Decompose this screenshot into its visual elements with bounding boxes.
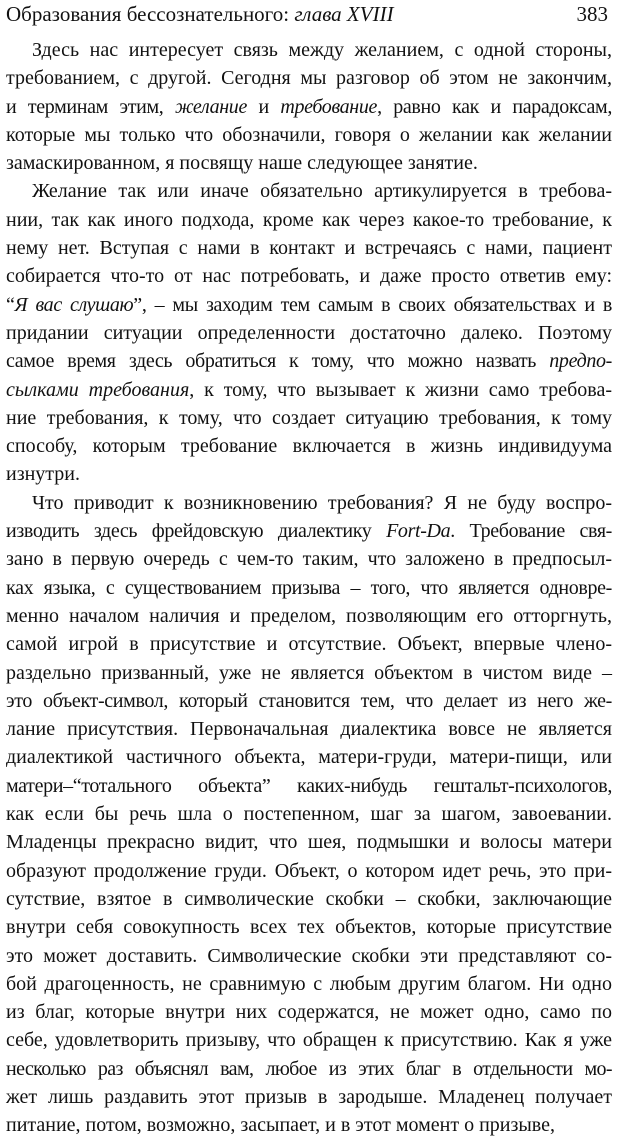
text-run: Младенцы прекрасно видит, что шея, подмышки и волосы матери: [6, 831, 612, 854]
text-run: , равно как и парадоксам,: [377, 95, 612, 118]
emphasis-text: предпо-: [549, 350, 612, 373]
text-line: [6, 36, 612, 64]
emphasis-text: требование: [280, 95, 378, 118]
text-line: [6, 376, 612, 404]
chapter-label: глава XVIII: [294, 2, 394, 26]
text-run: ках языка, с существованием призыва – того, что является одновре-: [6, 576, 612, 599]
text-line: [6, 574, 612, 602]
text-line: [6, 291, 612, 319]
emphasis-text: желание: [174, 95, 247, 118]
text-line: [6, 630, 612, 658]
page-number: 383: [576, 2, 608, 26]
text-line: [6, 743, 612, 771]
text-line: [6, 687, 612, 715]
text-run: собирается что-то от нас потребовать, и даже просто ответив ему:: [6, 265, 612, 288]
text-line: [6, 772, 612, 800]
text-line: [6, 517, 612, 545]
text-line: [6, 432, 612, 460]
text-line: [6, 234, 612, 262]
text-run: зано в первую очередь с чем-то таким, что заложено в предпосыл-: [6, 548, 612, 571]
text-line: [6, 1083, 612, 1111]
emphasis-text: Fort-Da: [386, 520, 451, 543]
text-line: [6, 800, 612, 828]
text-run: изнутри.: [6, 463, 80, 486]
text-line: [6, 149, 612, 177]
text-line: [6, 1111, 612, 1139]
text-line: [6, 206, 612, 234]
text-line: [6, 262, 612, 290]
text-run: “: [6, 293, 15, 316]
body-text: [6, 36, 612, 1140]
text-run: ние требования, к тому, что создает ситуацию требования, к тому: [6, 406, 612, 429]
text-run: жет лишь раздавить этот призыв в зародыше. Младенец получает: [6, 1085, 612, 1108]
text-run: сутствие, взятое в символические скобки – скобки, заключающие: [6, 887, 612, 910]
text-line: [6, 998, 612, 1026]
text-line: [6, 1026, 612, 1054]
text-line: [6, 489, 612, 517]
text-line: [6, 913, 612, 941]
text-run: , к тому, что вызывает к жизни само требова-: [189, 378, 612, 401]
text-run: это объект-символ, который становится тем, что делает из него же-: [6, 689, 612, 712]
text-run: и: [246, 95, 281, 118]
text-run: самой игрой в присутствие и отсутствие. Объект, впервые члено-: [6, 633, 612, 656]
text-run: Здесь нас интересует связь между желанием, с одной стороны,: [32, 39, 612, 61]
text-run: лание присутствия. Первоначальная диалектика вовсе не является: [6, 718, 612, 741]
text-run: самое время здесь обратиться к тому, что можно назвать: [6, 350, 550, 373]
text-run: Желание так или иначе обязательно артикулируется в требова-: [32, 180, 612, 203]
text-run: это может доставить. Символические скобки эти представляют со-: [6, 944, 612, 967]
text-line: [6, 885, 612, 913]
text-run: замаскированном, я посвящу наше следующее занятие.: [6, 152, 478, 175]
text-line: [6, 319, 612, 347]
paragraph: [6, 489, 612, 1140]
running-title: Образования бессознательного:: [6, 2, 295, 26]
emphasis-text: сылками требования: [6, 378, 190, 401]
text-run: из благ, которые внутри них содержатся, не может одно, само по: [6, 1001, 612, 1024]
text-line: [6, 121, 612, 149]
text-run: себе, удовлетворить призыву, что обращен к присутствию. Как я уже: [6, 1029, 612, 1052]
text-run: придании ситуации определенности достаточно далеко. Поэтому: [6, 321, 612, 344]
text-line: [6, 857, 612, 885]
text-run: матери–“тотального объекта” каких-нибудь гештальт-психологов,: [6, 774, 612, 797]
text-line: [6, 602, 612, 630]
text-run: как если бы речь шла о постепенном, шаг за шагом, завоевании.: [6, 803, 612, 826]
text-line: [6, 970, 612, 998]
text-line: [6, 460, 612, 488]
paragraph: [6, 36, 612, 177]
text-line: [6, 1055, 612, 1083]
text-line: [6, 347, 612, 375]
text-run: ”, – мы заходим тем самым в своих обязательствах и в: [133, 293, 612, 316]
text-run: несколько раз объяснял вам, любое из этих благ в отдельности мо-: [6, 1057, 612, 1080]
text-line: [6, 715, 612, 743]
text-run: нему нет. Вступая с нами в контакт и встречаясь с нами, пациент: [6, 237, 612, 260]
text-run: бой драгоценность, не сравнимую с любым другим благом. Ни одно: [6, 972, 612, 995]
text-run: питание, потом, возможно, засыпает, и в этот момент о призыве,: [6, 1114, 556, 1137]
text-line: [6, 942, 612, 970]
text-run: раздельно призванный, уже не является объектом в чистом виде –: [6, 661, 612, 684]
text-line: [6, 64, 612, 92]
text-line: [6, 659, 612, 687]
text-line: [6, 828, 612, 856]
text-run: . Требование свя-: [450, 520, 612, 543]
text-run: внутри себя совокупность всех тех объектов, которые присутствие: [6, 916, 612, 939]
text-run: образуют продолжение груди. Объект, о котором идет речь, это при-: [6, 859, 612, 882]
text-run: диалектикой частичного объекта, матери-груди, матери-пищи, или: [6, 746, 612, 769]
text-line: [6, 93, 612, 121]
text-run: Что приводит к возникновению требования? Я не буду воспро-: [32, 491, 612, 514]
emphasis-text: Я вас слушаю: [14, 293, 134, 316]
text-line: [6, 404, 612, 432]
text-run: изводить здесь фрейдовскую диалектику: [6, 520, 387, 543]
text-run: и терминам этим,: [6, 95, 175, 118]
text-run: требованием, с другой. Сегодня мы разговор об этом не закончим,: [6, 67, 612, 90]
running-header: [6, 0, 608, 28]
text-run: способу, которым требование включается в жизнь индивидуума: [6, 435, 612, 458]
text-run: менно началом наличия и пределом, позволяющим его отторгнуть,: [6, 604, 612, 627]
text-run: которые мы только что обозначили, говоря о желании как желании: [6, 123, 612, 146]
text-line: [6, 545, 612, 573]
paragraph: [6, 177, 612, 488]
text-line: [6, 177, 612, 205]
text-run: нии, так как иного подхода, кроме как через какое-то требование, к: [6, 208, 612, 231]
